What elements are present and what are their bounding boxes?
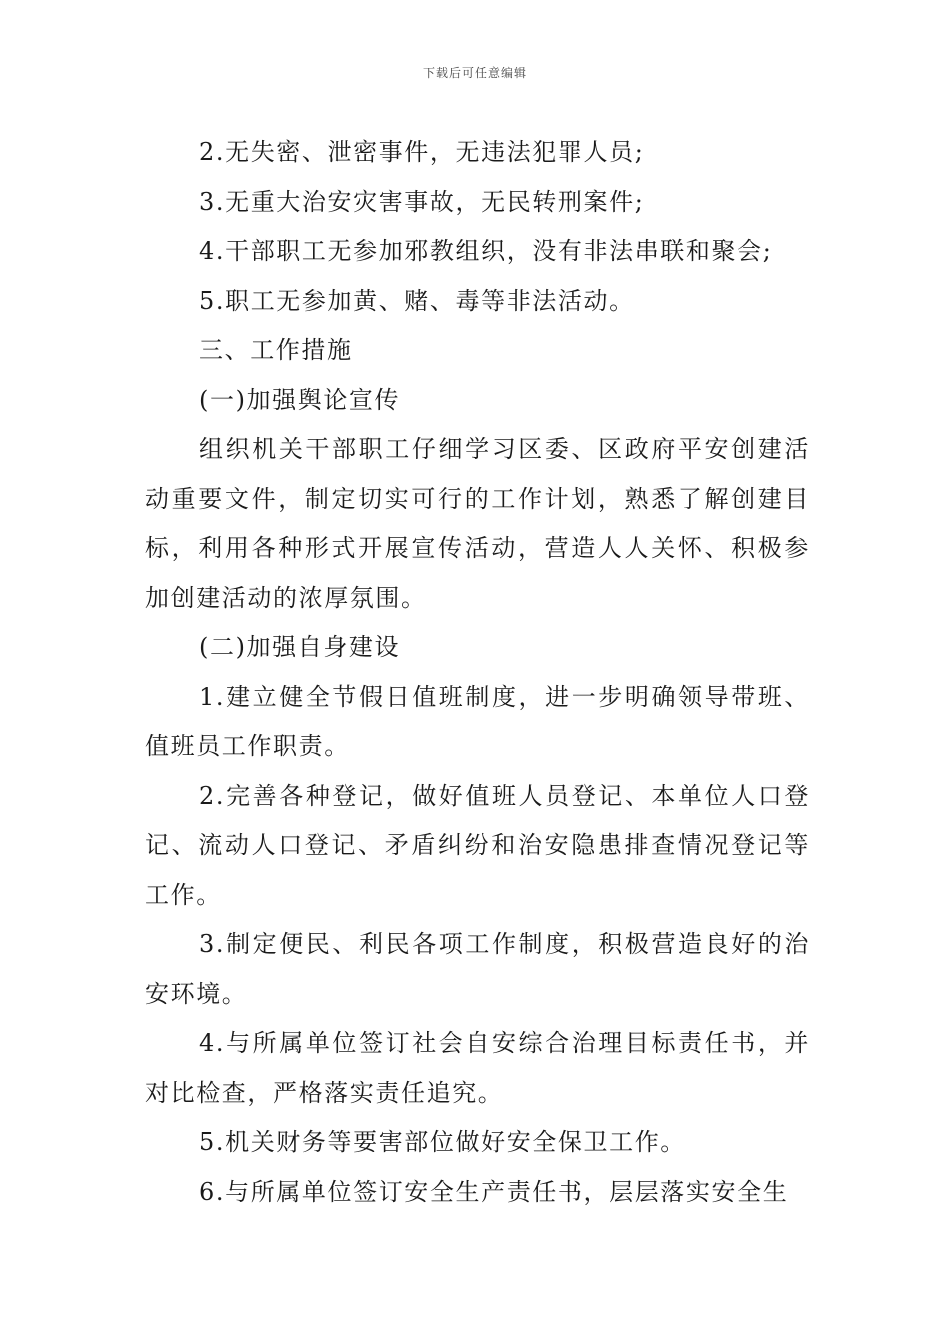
paragraph: 5.机关财务等要害部位做好安全保卫工作。 bbox=[199, 1128, 686, 1156]
paragraph: 3.制定便民、利民各项工作制度，积极营造良好的治安环境。 bbox=[145, 930, 810, 1008]
paragraph: 1.建立健全节假日值班制度，进一步明确领导带班、值班员工作职责。 bbox=[145, 682, 810, 760]
subsection-heading: (二)加强自身建设 bbox=[199, 633, 401, 661]
section-heading: 三、工作措施 bbox=[199, 336, 353, 364]
paragraph: 6.与所属单位签订安全生产责任书，层层落实安全生 bbox=[199, 1177, 789, 1206]
subsection-heading: (一)加强舆论宣传 bbox=[199, 385, 401, 414]
paragraph: 4.干部职工无参加邪教组织，没有非法串联和聚会; bbox=[199, 237, 773, 265]
document-body bbox=[145, 128, 810, 1217]
paragraph: 2.完善各种登记，做好值班人员登记、本单位人口登记、流动人口登记、矛盾纠纷和治安隐患排查情况登记等工作。 bbox=[145, 781, 810, 909]
paragraph: 2.无失密、泄密事件，无违法犯罪人员; bbox=[199, 138, 645, 166]
paragraph: 组织机关干部职工仔细学习区委、区政府平安创建活动重要文件，制定切实可行的工作计划，熟悉了解创建目标，利用各种形式开展宣传活动，营造人人关怀、积极参加创建活动的浓厚氛围。 bbox=[145, 435, 810, 612]
paragraph: 5.职工无参加黄、赌、毒等非法活动。 bbox=[199, 286, 635, 315]
paragraph: 3.无重大治安灾害事故，无民转刑案件; bbox=[199, 187, 645, 216]
paragraph: 4.与所属单位签订社会自安综合治理目标责任书，并对比检查，严格落实责任追究。 bbox=[145, 1029, 810, 1107]
page-header-note: 下载后可任意编辑 bbox=[422, 66, 527, 80]
